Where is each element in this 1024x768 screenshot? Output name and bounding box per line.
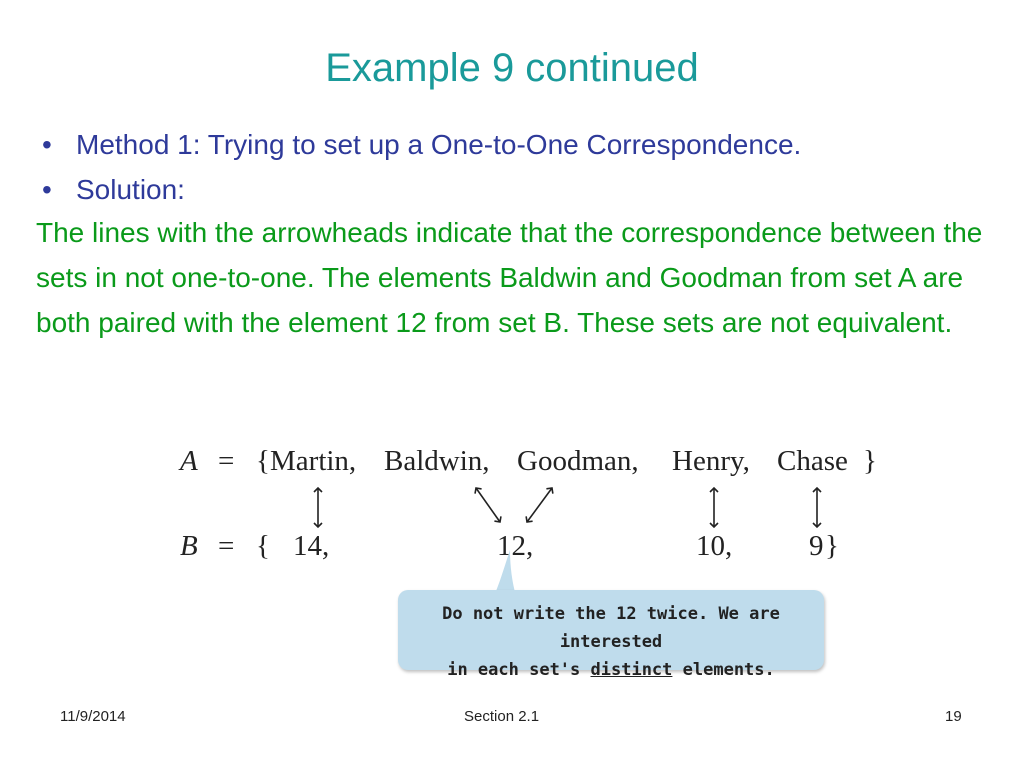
solution-paragraph: The lines with the arrowheads indicate that the correspondence between the sets in not one-to-one. The elements Baldwin and Goodman from set A are both paired with the element 12 from set B. These sets are not equivalent.	[36, 217, 983, 338]
bullet-dot: •	[42, 129, 52, 160]
set-b-element-10: 10,	[696, 530, 733, 562]
bullet-text-method: Method 1: Trying to set up a One-to-One Correspondence.	[76, 129, 802, 160]
bullet-text-solution: Solution:	[76, 174, 185, 205]
slide-title: Example 9 continued	[325, 46, 699, 90]
callout-underlined-word: distinct	[590, 660, 673, 680]
arrow-baldwin-12	[476, 488, 500, 522]
set-b-close-brace: }	[825, 530, 839, 562]
set-b-element-12: 12,	[497, 530, 534, 562]
set-b-equals: =	[218, 530, 235, 562]
set-a-element-goodman: Goodman,	[517, 445, 639, 477]
callout-line-2	[398, 656, 824, 684]
bullet-dot: •	[42, 174, 52, 205]
set-a-open-brace: {	[256, 445, 270, 477]
set-a-name: A	[180, 445, 198, 477]
set-a-element-chase: Chase	[777, 445, 848, 477]
callout-note	[398, 590, 824, 680]
footer-date: 11/9/2014	[60, 708, 126, 725]
callout-line-1: Do not write the 12 twice. We are interested	[442, 604, 780, 652]
set-a-element-henry: Henry,	[672, 445, 750, 477]
set-a-equals: =	[218, 445, 235, 477]
set-b-open-brace: {	[256, 530, 270, 562]
callout-line-2-prefix: in each set's	[447, 660, 591, 680]
callout-line-2-suffix: elements.	[672, 660, 775, 680]
set-a-close-brace: }	[863, 445, 877, 477]
set-a-element-martin: Martin,	[270, 445, 357, 477]
arrow-goodman-12	[527, 488, 552, 522]
set-b-element-9: 9	[809, 530, 824, 562]
footer-page-number: 19	[945, 708, 962, 725]
set-b-element-14: 14,	[293, 530, 330, 562]
footer-section: Section 2.1	[464, 708, 540, 725]
set-a-element-baldwin: Baldwin,	[384, 445, 490, 477]
set-b-name: B	[180, 530, 198, 562]
